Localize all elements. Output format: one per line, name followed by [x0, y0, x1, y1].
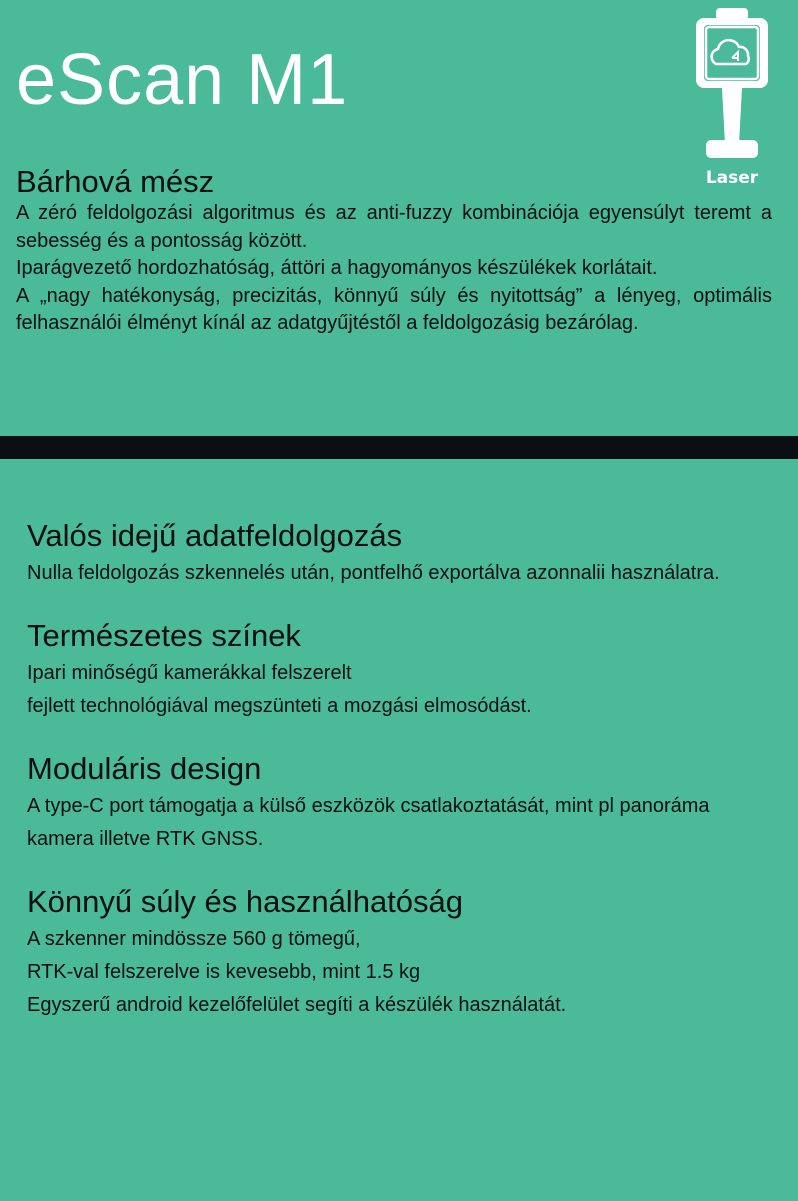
feature-text: RTK-val felszerelve is kevesebb, mint 1.5 kg: [27, 961, 421, 983]
feature-text: A szkenner mindössze 560 g tömegű,: [27, 928, 361, 950]
cloud-tripod-icon: [692, 6, 772, 166]
intro-section: [16, 164, 772, 338]
intro-paragraph: A zéró feldolgozási algoritmus és az anti-fuzzy kombinációja egyensúlyt teremt a sebesség és a pontosság között.: [16, 202, 772, 252]
badge-label: Laser: [705, 168, 759, 188]
feature-block: [27, 617, 747, 723]
feature-text: Egyszerű android kezelőfelület segíti a készülék használatát.: [27, 994, 567, 1016]
feature-text: Ipari minőségű kamerákkal felszerelt: [27, 662, 352, 684]
feature-block: [27, 517, 747, 590]
features-section: [27, 517, 747, 1049]
feature-heading: Moduláris design: [27, 751, 262, 786]
intro-paragraph: Iparágvezető hordozhatóság, áttöri a hagyományos készülékek korlátait.: [16, 257, 658, 279]
page-title: eScan M1: [16, 40, 349, 120]
intro-paragraph: A „nagy hatékonyság, precizitás, könnyű súly és nyitottság” a lényeg, optimális felhasználói élményt kínál az adatgyűjtéstől a feldolgozásig bezárólag.: [16, 284, 772, 334]
feature-text: fejlett technológiával megszünteti a mozgási elmosódást.: [27, 695, 532, 717]
intro-heading: Bárhová mész: [16, 164, 215, 199]
feature-text: A type-C port támogatja a külső eszközök csatlakoztatását, mint pl panoráma kamera illetve RTK GNSS.: [27, 795, 710, 850]
feature-heading: Könnyű súly és használhatóság: [27, 884, 464, 919]
feature-heading: Valós idejű adatfeldolgozás: [27, 518, 403, 553]
feature-heading: Természetes színek: [27, 618, 301, 653]
feature-block: [27, 750, 747, 856]
feature-text: Nulla feldolgozás szkennelés után, pontfelhő exportálva azonnalii használatra.: [27, 562, 720, 584]
feature-block: [27, 883, 747, 1022]
section-divider: [0, 436, 798, 459]
